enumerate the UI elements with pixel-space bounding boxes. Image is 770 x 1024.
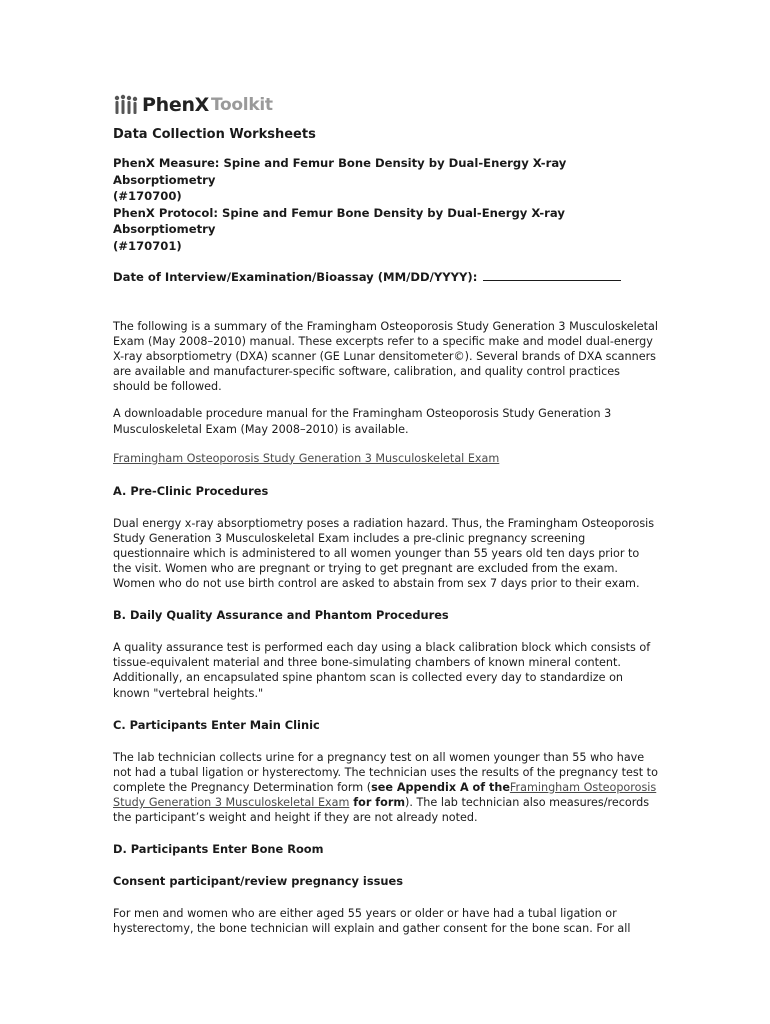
phenx-logo — [113, 88, 658, 122]
section-c-body-end: ). The lab technician also measures/records the participant’s weight and height if they are not already noted. — [113, 795, 650, 824]
section-d-subheading: Consent participant/review pregnancy issues — [113, 874, 403, 889]
protocol-line-2: (#170701) — [113, 238, 182, 253]
section-a-body: Dual energy x-ray absorptiometry poses a radiation hazard. Thus, the Framingham Osteoporosis Study Generation 3 Musculoskeletal Exam includes a pre-clinic pregnancy screening questionnaire which is administered to all women younger than 55 years old ten days prior to the visit. Women who are pregnant or trying to get pregnant are excluded from the exam. Women who do not use birth control are asked to abstain from sex 7 days prior to their exam. — [113, 516, 655, 591]
section-c-manual-link[interactable]: Framingham Osteoporosis Study Generation 3 Musculoskeletal Exam — [113, 780, 657, 809]
section-d-heading: D. Participants Enter Bone Room — [113, 842, 324, 857]
section-c-heading: C. Participants Enter Main Clinic — [113, 717, 320, 732]
page-title: Data Collection Worksheets — [113, 127, 316, 142]
intro-paragraph: The following is a summary of the Framingham Osteoporosis Study Generation 3 Musculoskeletal Exam (May 2008–2010) manual. These excerpts refer to a specific make and model dual-energy X-ray absorptiometry (DXA) scanner (GE Lunar densitometer©). Several brands of DXA scanners are available and manufacturer-specific software, calibration, and quality control practices should be followed. — [113, 320, 659, 394]
people-icon — [113, 94, 139, 116]
date-field — [113, 268, 658, 285]
section-c-bold-2: for form — [349, 795, 405, 809]
section-d-body: For men and women who are either aged 55 years or older or have had a tubal ligation or hysterectomy, the bone technician will explain and gather consent for the bone scan. For all — [113, 907, 631, 936]
measure-line-2: (#170700) — [113, 189, 182, 203]
section-b-body: A quality assurance test is performed each day using a black calibration block which consists of tissue-equivalent material and three bone-simulating chambers of known mineral content. Additionally, an encapsulated spine phantom scan is collected every day to standardize on known "vertebral heights." — [113, 641, 651, 700]
protocol-line-1: PhenX Protocol: Spine and Femur Bone Density by Dual-Energy X-ray Absorptiometry — [113, 205, 565, 236]
logo-main-text: PhenX — [142, 94, 210, 116]
section-a-heading: A. Pre-Clinic Procedures — [113, 483, 269, 498]
date-label: Date of Interview/Examination/Bioassay (MM/DD/YYYY): — [113, 270, 478, 284]
section-b-heading: B. Daily Quality Assurance and Phantom Procedures — [113, 608, 449, 623]
download-paragraph: A downloadable procedure manual for the Framingham Osteoporosis Study Generation 3 Musculoskeletal Exam (May 2008–2010) is available. — [113, 407, 612, 436]
document-content — [113, 88, 658, 936]
section-c-body — [113, 750, 658, 825]
section-c-body-start: The lab technician collects urine for a pregnancy test on all women younger than 55 who have not had a tubal ligation or hysterectomy. The technician uses the results of the pregnancy test to complete the Pregnancy Determination form ( — [113, 750, 658, 794]
logo-sub-text: Toolkit — [211, 95, 273, 115]
date-input-blank[interactable] — [483, 268, 621, 281]
section-c-bold-1: see Appendix A of the — [371, 780, 510, 794]
measure-line-1: PhenX Measure: Spine and Femur Bone Density by Dual-Energy X-ray Absorptiometry — [113, 156, 567, 187]
manual-link[interactable]: Framingham Osteoporosis Study Generation 3 Musculoskeletal Exam — [113, 451, 500, 465]
